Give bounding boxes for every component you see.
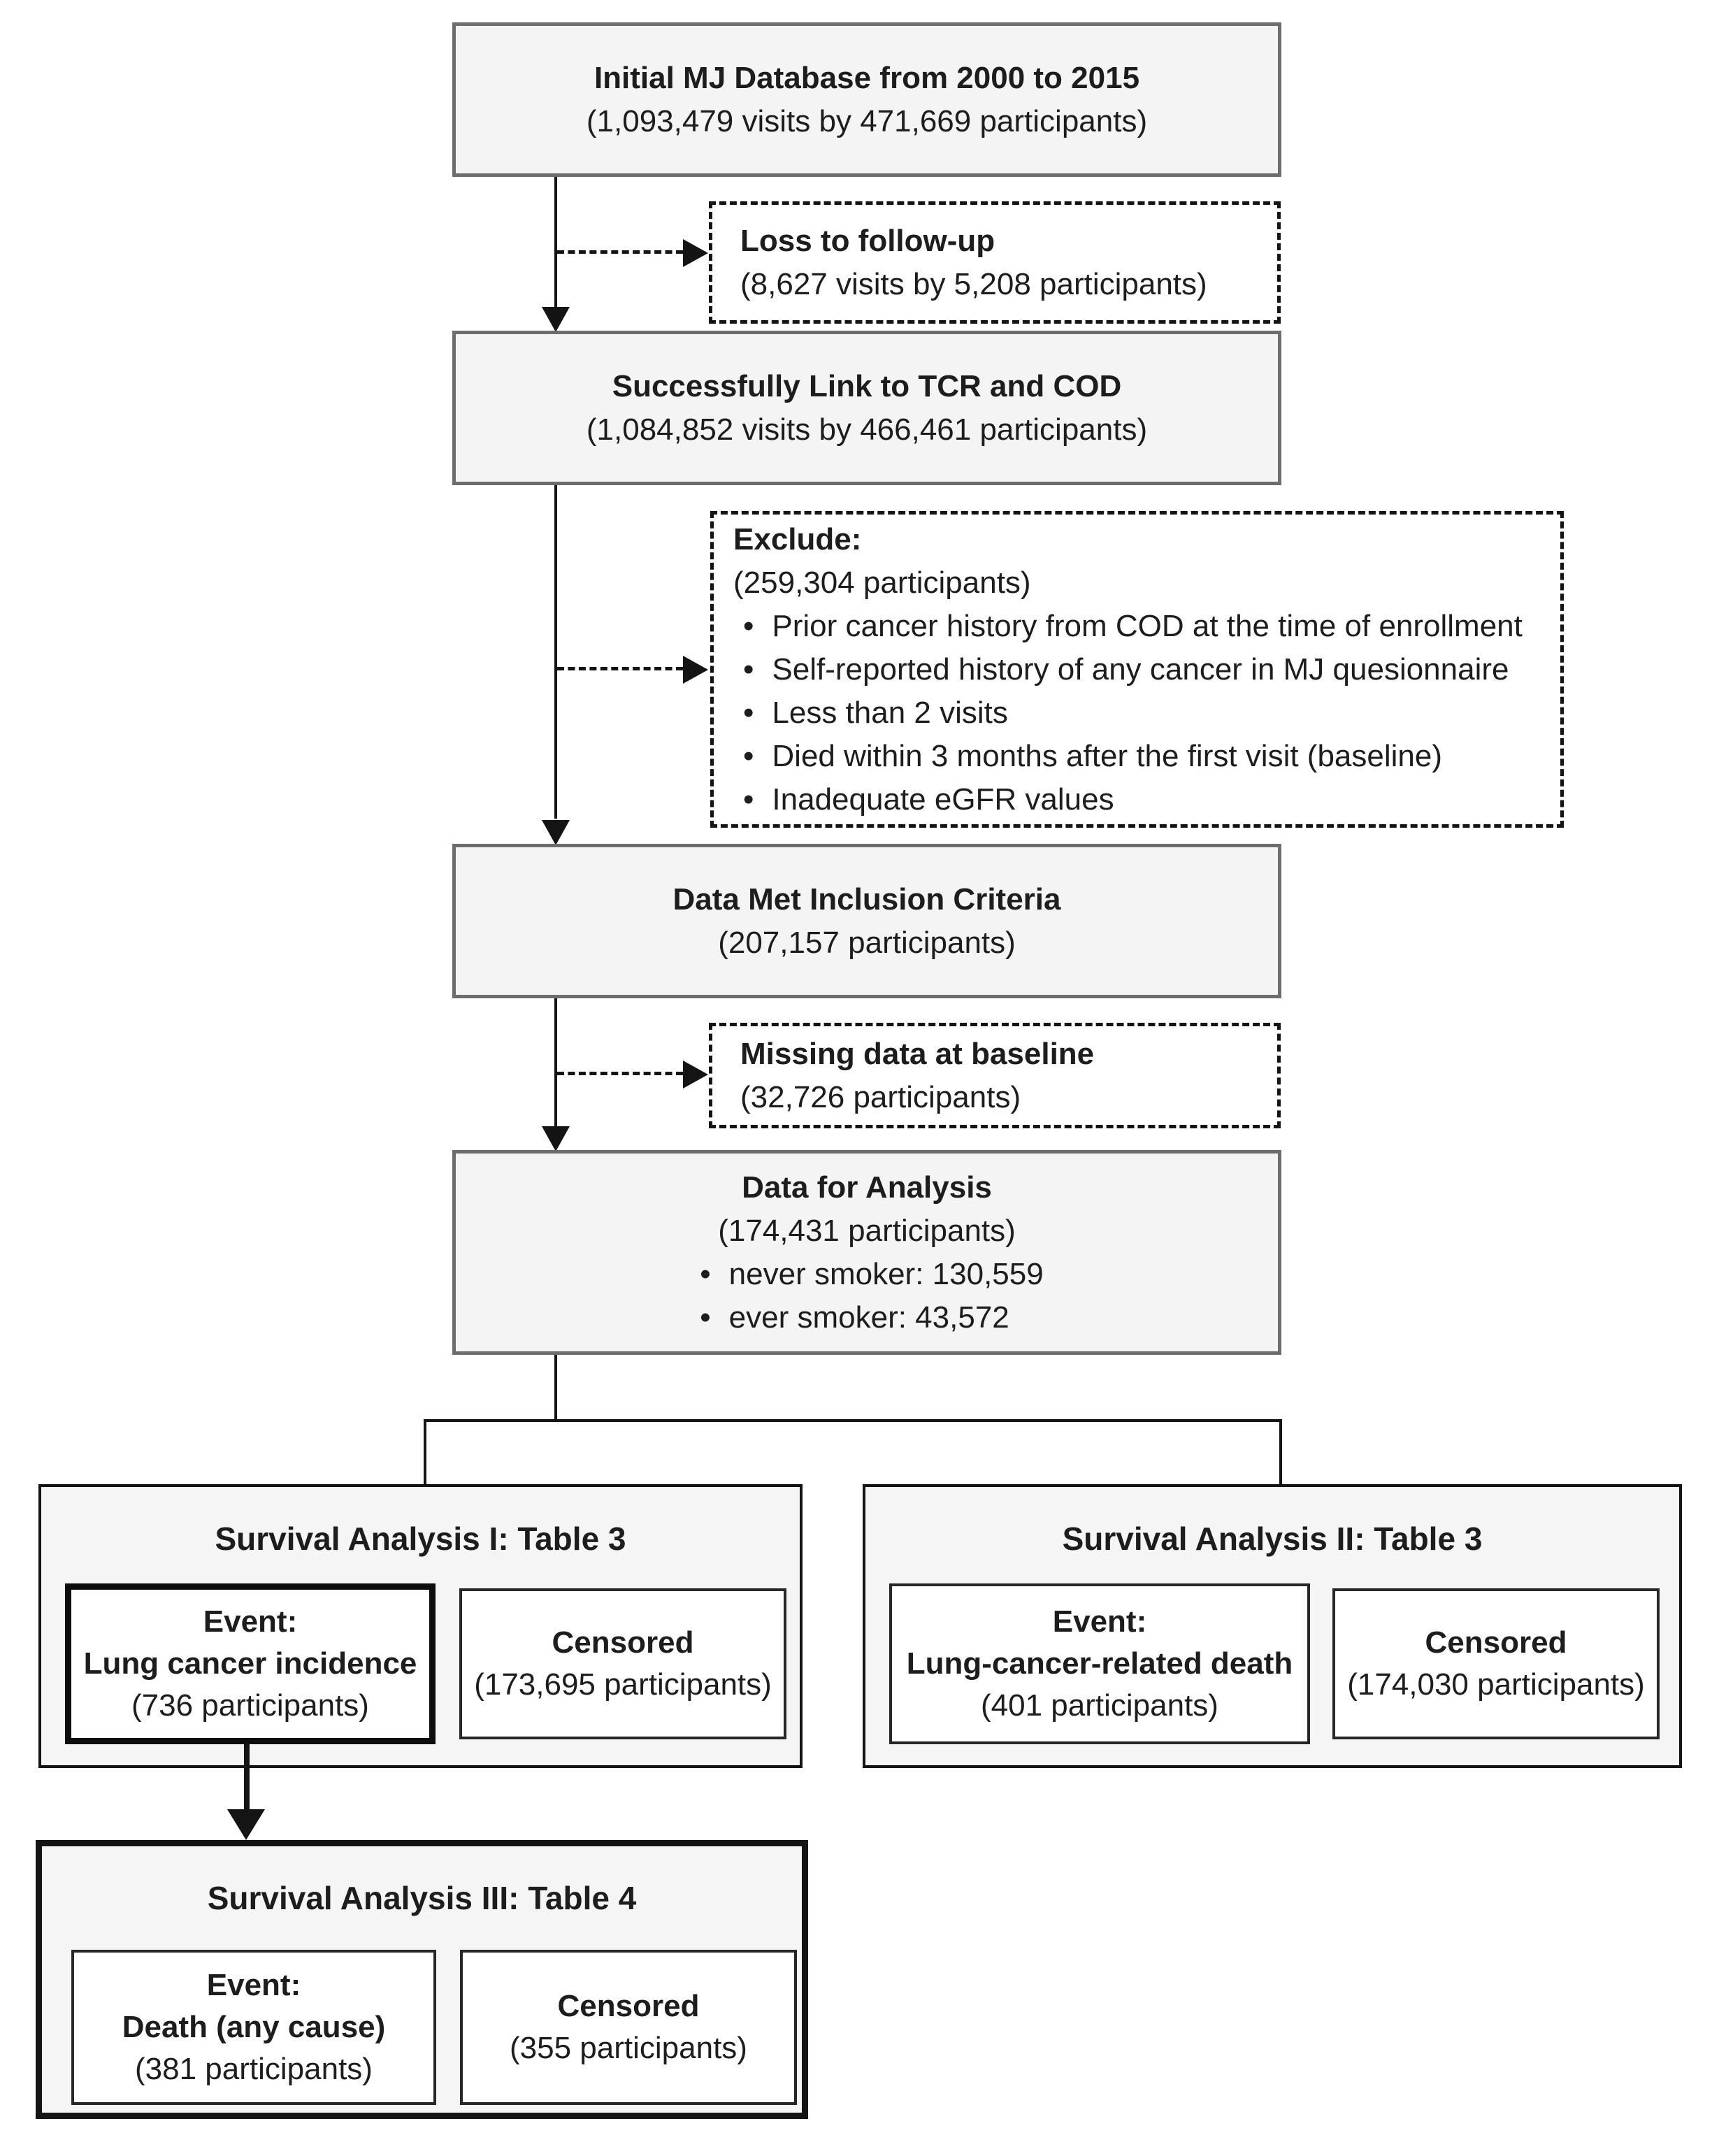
arrow-down-icon bbox=[542, 820, 570, 845]
missing-title: Missing data at baseline bbox=[740, 1036, 1095, 1071]
arrow-right-icon bbox=[683, 239, 708, 267]
inclusion-count: (207,157 participants) bbox=[718, 925, 1016, 960]
loss-to-followup-box bbox=[709, 201, 1281, 324]
survival-2-event-box bbox=[889, 1583, 1310, 1744]
connector-line bbox=[554, 485, 557, 819]
exclude-count: (259,304 participants) bbox=[733, 565, 1031, 600]
arrow-down-icon bbox=[227, 1809, 265, 1840]
survival-analysis-2-container bbox=[863, 1484, 1682, 1768]
analysis-bullet-text: • never smoker: 130,559 bbox=[728, 1256, 1044, 1291]
initial-database-box bbox=[452, 22, 1281, 177]
survival-analysis-1-container bbox=[38, 1484, 803, 1768]
data-for-analysis-box bbox=[452, 1150, 1281, 1355]
survival-1-event-count: (736 participants) bbox=[131, 1688, 369, 1723]
link-title: Successfully Link to TCR and COD bbox=[612, 368, 1122, 403]
arrow-right-icon bbox=[683, 1061, 708, 1088]
survival-2-event-count: (401 participants) bbox=[981, 1688, 1218, 1723]
analysis-title: Data for Analysis bbox=[742, 1170, 992, 1205]
survival-2-event-name: Lung-cancer-related death bbox=[906, 1646, 1293, 1681]
survival-analysis-2-title: Survival Analysis II: Table 3 bbox=[1062, 1521, 1483, 1557]
connector-line bbox=[1279, 1422, 1282, 1484]
arrow-down-icon bbox=[542, 307, 570, 332]
dashed-connector-line bbox=[557, 1072, 683, 1075]
analysis-bullets bbox=[690, 1253, 1043, 1339]
exclude-bullet bbox=[733, 735, 1442, 778]
initial-database-count: (1,093,479 visits by 471,669 participants) bbox=[586, 103, 1148, 138]
missing-data-box bbox=[709, 1023, 1281, 1128]
link-count: (1,084,852 visits by 466,461 participants) bbox=[586, 412, 1148, 447]
inclusion-criteria-box bbox=[452, 844, 1281, 998]
survival-2-event-label: Event: bbox=[1052, 1604, 1147, 1639]
connector-line bbox=[244, 1743, 250, 1811]
exclude-bullet-text: • Prior cancer history from COD at the time of enrollment bbox=[772, 608, 1523, 643]
survival-1-censored-label: Censored bbox=[552, 1625, 694, 1660]
survival-1-event-label: Event: bbox=[203, 1604, 298, 1639]
exclude-bullet bbox=[733, 605, 1523, 648]
survival-3-event-box bbox=[71, 1950, 436, 2105]
exclude-bullet-text: • Self-reported history of any cancer in MJ quesionnaire bbox=[772, 652, 1509, 687]
exclude-box bbox=[710, 511, 1564, 828]
survival-3-event-name: Death (any cause) bbox=[122, 2010, 386, 2044]
exclude-title: Exclude: bbox=[733, 522, 862, 556]
loss-title: Loss to follow-up bbox=[740, 223, 995, 258]
survival-3-censored-box bbox=[460, 1950, 797, 2105]
loss-count: (8,627 visits by 5,208 participants) bbox=[740, 266, 1207, 301]
analysis-count: (174,431 participants) bbox=[718, 1213, 1016, 1248]
connector-line bbox=[554, 1355, 557, 1422]
survival-3-event-count: (381 participants) bbox=[135, 2052, 373, 2086]
survival-analysis-3-container bbox=[36, 1840, 808, 2119]
survival-1-event-name: Lung cancer incidence bbox=[83, 1646, 417, 1681]
dashed-connector-line bbox=[557, 667, 683, 670]
survival-3-censored-label: Censored bbox=[557, 1989, 700, 2023]
initial-database-title: Initial MJ Database from 2000 to 2015 bbox=[594, 60, 1140, 95]
dashed-connector-line bbox=[557, 250, 683, 254]
analysis-bullet bbox=[690, 1296, 1043, 1339]
inclusion-title: Data Met Inclusion Criteria bbox=[672, 882, 1061, 917]
analysis-bullet-text: • ever smoker: 43,572 bbox=[728, 1300, 1009, 1335]
survival-analysis-1-title: Survival Analysis I: Table 3 bbox=[215, 1521, 626, 1557]
survival-3-censored-count: (355 participants) bbox=[510, 2031, 747, 2065]
exclude-bullet-text: • Died within 3 months after the first visit (baseline) bbox=[772, 738, 1443, 773]
exclude-bullet bbox=[733, 778, 1114, 821]
survival-1-event-box bbox=[65, 1583, 436, 1744]
exclude-bullet bbox=[733, 691, 1008, 735]
survival-3-event-label: Event: bbox=[206, 1968, 301, 2002]
arrow-down-icon bbox=[542, 1126, 570, 1151]
survival-2-censored-label: Censored bbox=[1425, 1625, 1567, 1660]
survival-1-censored-count: (173,695 participants) bbox=[474, 1667, 772, 1702]
survival-1-censored-box bbox=[459, 1588, 786, 1739]
survival-2-censored-box bbox=[1332, 1588, 1660, 1739]
survival-2-censored-count: (174,030 participants) bbox=[1347, 1667, 1645, 1702]
exclude-bullet-text: • Inadequate eGFR values bbox=[772, 782, 1114, 817]
analysis-bullet bbox=[690, 1253, 1043, 1296]
exclude-bullet-text: • Less than 2 visits bbox=[772, 695, 1008, 730]
exclude-bullet bbox=[733, 648, 1509, 691]
connector-line bbox=[554, 998, 557, 1126]
missing-count: (32,726 participants) bbox=[740, 1079, 1021, 1114]
survival-analysis-3-title: Survival Analysis III: Table 4 bbox=[207, 1880, 637, 1916]
branch-connector-line bbox=[424, 1419, 1282, 1422]
arrow-right-icon bbox=[683, 656, 708, 684]
connector-line bbox=[554, 177, 557, 307]
connector-line bbox=[424, 1422, 426, 1484]
link-tcr-cod-box bbox=[452, 331, 1281, 485]
